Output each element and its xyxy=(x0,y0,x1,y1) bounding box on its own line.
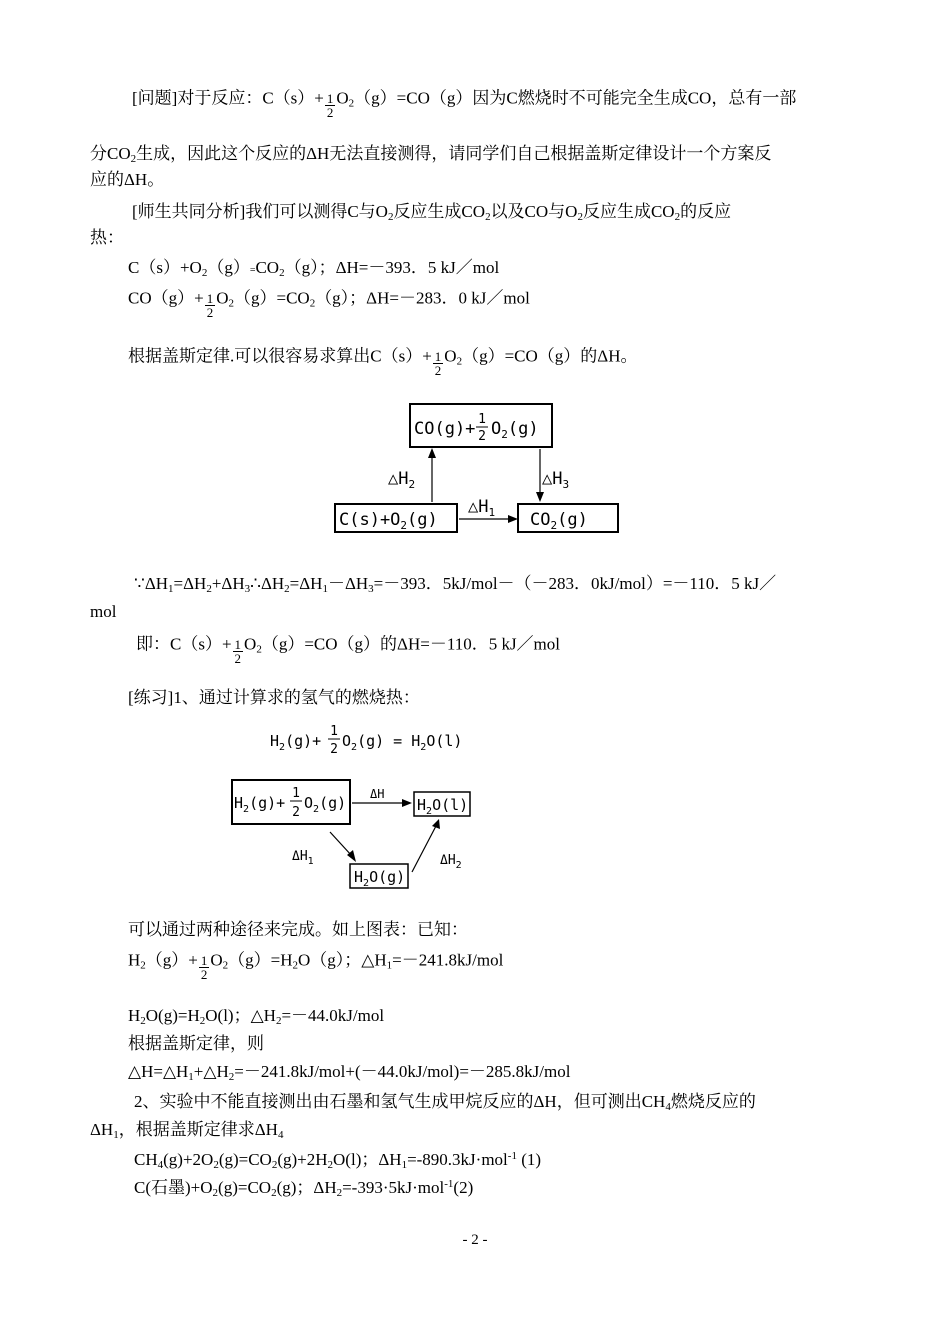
svg-text:1: 1 xyxy=(330,724,338,739)
hess-cycle-diagram-2 xyxy=(228,776,488,894)
svg-text:O2(g) = H2O(l): $O_2(g) = H_2O(l)$ xyxy=(342,732,463,753)
equation-2: CO（g）+ $\frac{1}{2}$ $O_2(g)=CO_2(g)$；ΔH=－283．0 kJ／mol xyxy=(128,288,530,320)
problem-line-2: 分$CO_2$生成，因此这个反应的ΔH无法直接测得，请同学们自己根据盖斯定律设计一个方案反 xyxy=(90,144,772,165)
analysis-line-2: 热： xyxy=(90,228,124,247)
svg-text:H2(g)+: $H_2(g)+$ xyxy=(270,732,322,753)
equation-6: $CH_4(g)+2O_2(g)=CO_2(g)+2H_2O(l)$；$\Delta H_1=-890.3kJ\cdot mol^{-1}$ (1) xyxy=(134,1150,542,1171)
problem-line-1: [问题]对于反应：C（s）+ $\frac{1}{2}$ $O_2(g)=CO(g)$因为C燃烧时不可能完全生成CO，总有一部 xyxy=(132,88,797,120)
equation-5: $\triangle H=\triangle H_1+\triangle H_2=-241.8kJ/mol+(-44.0kJ/mol)=-285.8kJ$/mol xyxy=(128,1062,571,1083)
arrow-dh2 xyxy=(412,826,436,872)
label-dh2: $\Delta H_2$ xyxy=(440,853,462,871)
hess-cycle-diagram-1 xyxy=(330,398,630,542)
svg-text:1: 1 xyxy=(478,412,486,427)
box-co-o2-text: CO(g)+ xyxy=(414,419,476,439)
equation-1: $C(s)+O_2(g)=CO_2(g)$；ΔH=－393．5 kJ／mol xyxy=(128,258,500,279)
arrow-dh1 xyxy=(330,832,352,856)
svg-text:H2O(l): $H_2O(l)$ xyxy=(417,796,469,817)
svg-text:1: 1 xyxy=(292,786,300,801)
hess-then-text: 根据盖斯定律，则 xyxy=(128,1034,264,1053)
equation-4: $H_2O(g)=H_2O(l)$；$\triangle H_2=-44.0kJ$/mol xyxy=(128,1006,385,1027)
result-line: 即：C（s）+ $\frac{1}{2}$ $O_2(g)=CO(g)$的ΔH=－110．5 kJ／mol xyxy=(136,634,561,666)
label-dh1: $\Delta H_1$ xyxy=(292,849,314,867)
equation-7: C(石墨)$+O_2(g)=CO_2(g)$；$\Delta H_2=-393\cdot 5kJ\cdot mol^{-1}(2)$ xyxy=(134,1178,474,1199)
label-dh1: $\triangle H_1$ xyxy=(468,497,496,519)
problem-line-3: 应的ΔH。 xyxy=(90,170,165,189)
svg-text:H2(g)+: $H_2(g)+$ xyxy=(234,794,286,815)
equation-3: $H_2(g)+$ $\frac{1}{2}$ $O_2(g)=H_2O(g)$；$\triangle H_1=-241.8kJ$/mol xyxy=(128,950,504,982)
hydrogen-combustion-formula xyxy=(268,718,468,762)
exercise-2-line-2: $\Delta H_1$，根据盖斯定律求$\Delta H_4$ xyxy=(90,1120,284,1141)
svg-text:2: 2 xyxy=(478,429,486,444)
analysis-line-1: [师生共同分析]我们可以测得C与$O_2$反应生成$CO_2$以及CO与$O_2$反应生成$CO_2$的反应 xyxy=(132,202,732,223)
calculation-line-1: $\because\Delta H_1=\Delta H_2+\Delta H_3\therefore\Delta H_2=\Delta H_1-\Delta H_3=-393$．5kJ/mol－（－283．0kJ/mol）=－110．5 kJ／ xyxy=(134,574,777,595)
svg-text:2: 2 xyxy=(330,742,338,757)
label-dh2: $\triangle H_2$ xyxy=(388,469,416,491)
exercise-1-title: [练习]1、通过计算求的氢气的燃烧热： xyxy=(128,688,420,707)
two-routes-text: 可以通过两种途径来完成。如上图表：已知： xyxy=(128,920,468,939)
hess-statement: 根据盖斯定律.可以很容易求算出C（s）+ $\frac{1}{2}$ $O_2(g)=CO(g)$的ΔH。 xyxy=(128,346,638,378)
box-co2-text: $CO_2(g)$ xyxy=(530,510,588,532)
svg-text:H2O(g): $H_2O(g)$ xyxy=(354,868,406,889)
label-dh3: $\triangle H_3$ xyxy=(542,469,570,491)
label-dh: ΔH xyxy=(370,787,385,801)
fraction-half: $\frac{1}{2}$ xyxy=(326,91,334,120)
box-c-o2-text: $C(s)+O_2(g)$ xyxy=(339,510,438,532)
svg-text:2: 2 xyxy=(292,805,300,820)
page-number: - 2 - xyxy=(462,1232,488,1248)
exercise-2-line-1: 2、实验中不能直接测出由石墨和氢气生成甲烷反应的ΔH，但可测出$CH_4$燃烧反应的 xyxy=(134,1092,756,1113)
svg-text:O2(g): $O_2(g)$ xyxy=(491,419,539,441)
calculation-line-2: mol xyxy=(90,602,117,621)
svg-text:O2(g): $O_2(g)$ xyxy=(304,794,347,815)
